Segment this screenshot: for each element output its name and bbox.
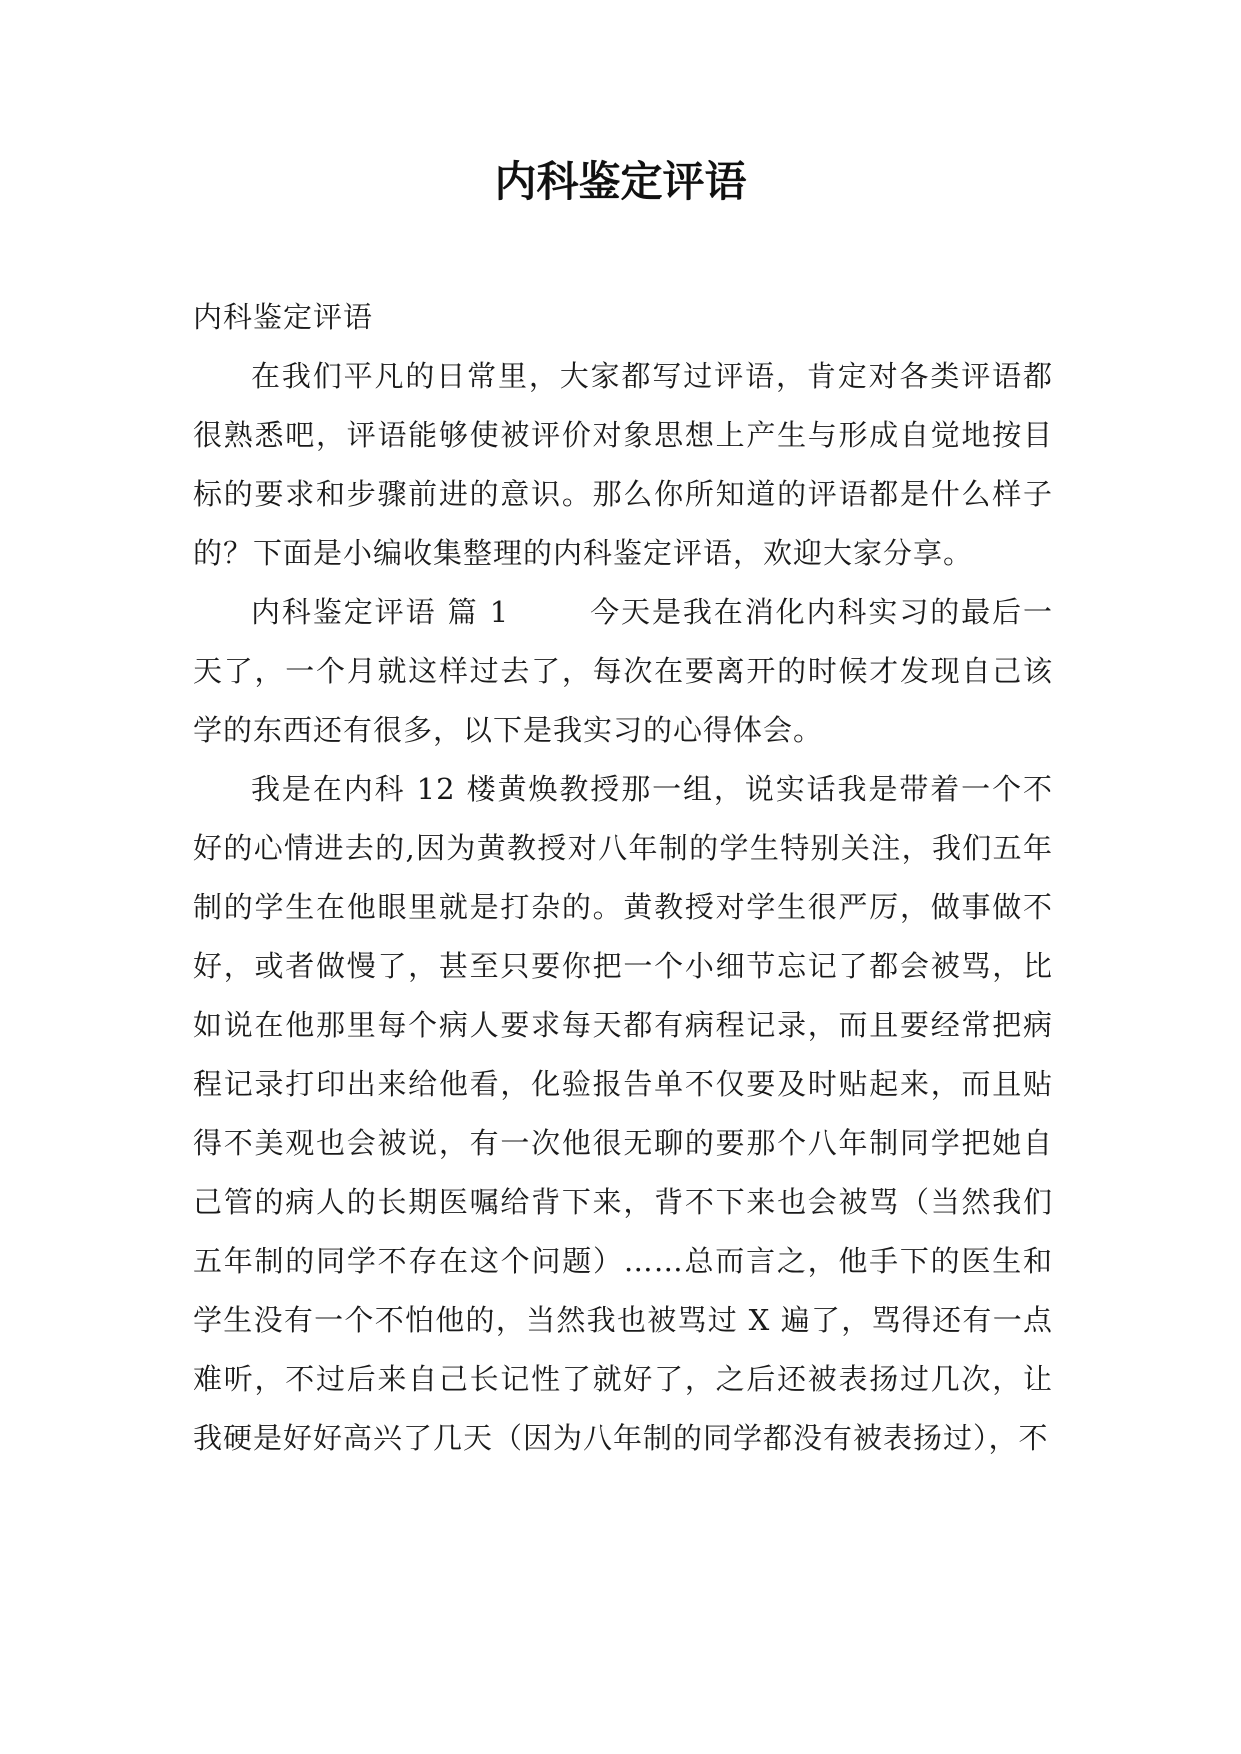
document-body	[193, 288, 1053, 1468]
document-subtitle: 内科鉴定评语	[193, 300, 374, 334]
section-1-heading: 内科鉴定评语 篇 1	[251, 595, 510, 629]
document-title: 内科鉴定评语	[494, 157, 747, 206]
section-1-text: 今天是我在消化内科实习的最后一天了，一个月就这样过去了，每次在要离开的时候才发现自己该学的东西还有很多，以下是我实习的心得体会。	[193, 595, 1053, 747]
experience-paragraph: 我是在内科 12 楼黄焕教授那一组，说实话我是带着一个不好的心情进去的,因为黄教授对八年制的学生特别关注，我们五年制的学生在他眼里就是打杂的。黄教授对学生很严厉，做事做不好，或者做慢了，甚至只要你把一个小细节忘记了都会被骂，比如说在他那里每个病人要求每天都有病程记录，而且要经常把病程记录打印出来给他看，化验报告单不仅要及时贴起来，而且贴得不美观也会被说，有一次他很无聊的要那个八年制同学把她自己管的病人的长期医嘱给背下来，背不下来也会被骂（当然我们五年制的同学不存在这个问题）……总而言之，他手下的医生和学生没有一个不怕他的，当然我也被骂过 X 遍了，骂得还有一点难听，不过后来自己长记性了就好了，之后还被表扬过几次，让我硬是好好高兴了几天（因为八年制的同学都没有被表扬过），不	[193, 772, 1053, 1455]
intro-paragraph: 在我们平凡的日常里，大家都写过评语，肯定对各类评语都很熟悉吧，评语能够使被评价对象思想上产生与形成自觉地按目标的要求和步骤前进的意识。那么你所知道的评语都是什么样子的？下面是小编收集整理的内科鉴定评语，欢迎大家分享。	[193, 359, 1053, 570]
section-1-paragraph	[193, 583, 1053, 760]
